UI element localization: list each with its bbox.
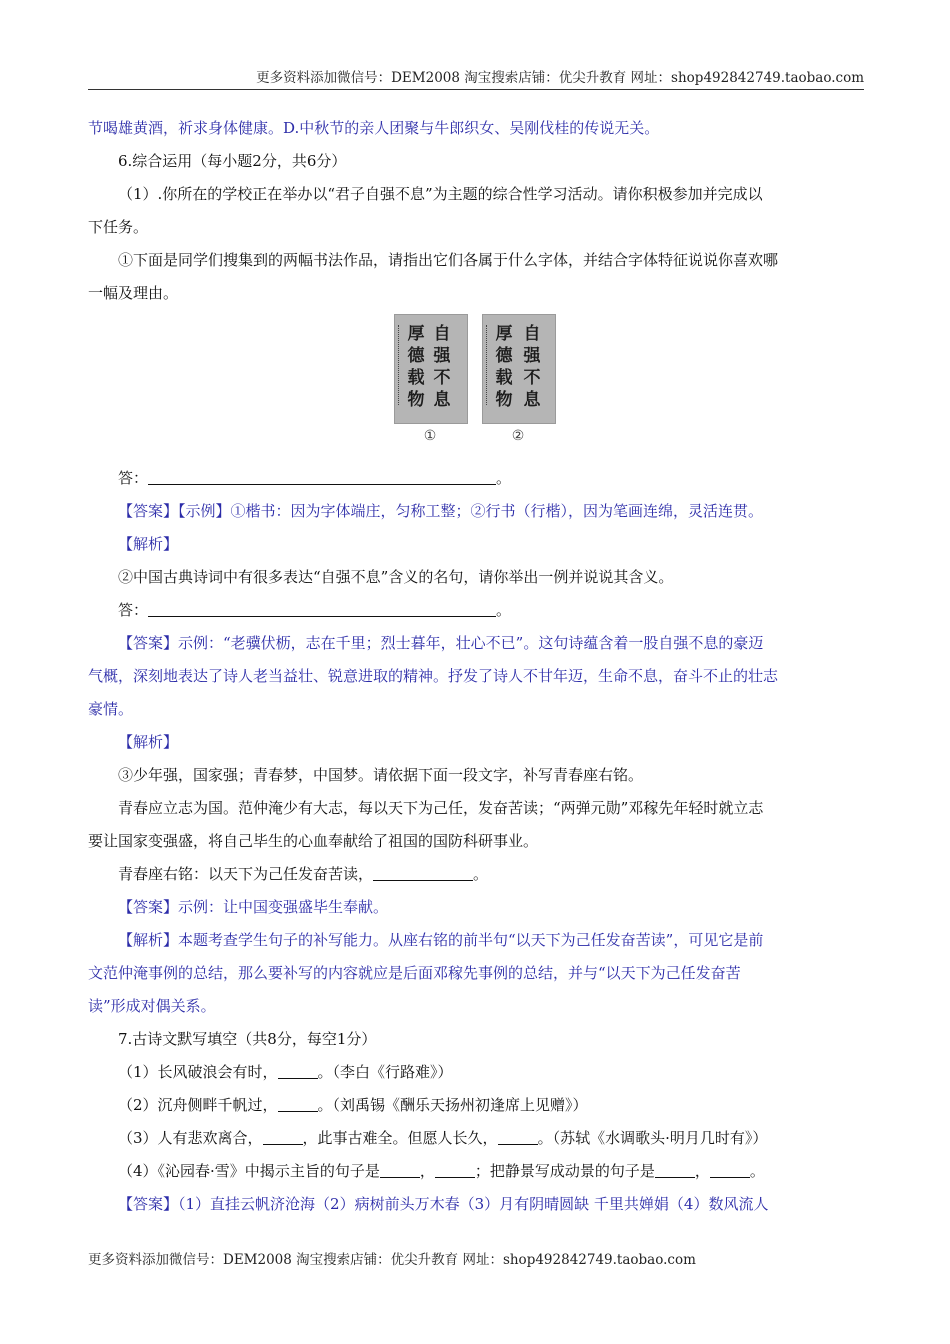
answer-7: 【答案】（1）直挂云帆济沧海（2）病树前头万木春（3）月有阴晴圆缺 千里共婵娟（4）数风流人 — [118, 1195, 769, 1213]
calligraphy-1-left-column: 厚 德 载 物 — [407, 324, 425, 410]
question-7-title: 7.古诗文默写填空（共8分，每空1分） — [118, 1030, 377, 1048]
calligraphy-figures — [88, 310, 864, 462]
document-body — [88, 112, 864, 1221]
q7-4-sep-1: ， — [419, 1162, 435, 1180]
page-header: 更多资料添加微信号：DEM2008 淘宝搜索店铺：优尖升教育 网址：shop492842749.taobao.com — [88, 66, 864, 90]
calligraphy-image-1 — [394, 314, 468, 424]
answer-2-cont: 气概，深刻地表达了诗人老当益壮、锐意进取的精神。抒发了诗人不甘年迈，生命不息，奋斗不止的壮志 — [88, 667, 779, 685]
period: 。 — [496, 469, 512, 487]
answer-2: 【答案】示例：“老骥伏枥，志在千里；烈士暮年，壮心不已”。这句诗蕴含着一股自强不息的豪迈 — [118, 634, 764, 652]
task-1-text-cont: 一幅及理由。 — [88, 284, 179, 302]
q7-4-prefix: （4）《沁园春·雪》中揭示主旨的句子是 — [118, 1162, 380, 1180]
calligraphy-1-right-column: 自 强 不 息 — [433, 324, 451, 410]
q7-3-suffix: 。（苏轼《水调歌头·明月几时有》） — [537, 1129, 768, 1147]
q7-1-prefix: （1）长风破浪会有时， — [118, 1063, 278, 1081]
q7-4-end: 。 — [749, 1162, 765, 1180]
q7-3-blank-2[interactable] — [498, 1128, 538, 1145]
motto-text: 青春座右铭：以天下为己任发奋苦读， — [118, 865, 374, 883]
passage-text: 青春应立志为国。范仲淹少有大志，每以天下为己任，发奋苦读；“两弹元勋”邓稼先年轻时就立志 — [118, 799, 764, 817]
calligraphy-2-left-column: 厚 德 载 物 — [495, 324, 513, 410]
q7-4-middle: ；把静景写成动景的句子是 — [474, 1162, 655, 1180]
q7-2-suffix: 。（刘禹锡《酬乐天扬州初逢席上见赠》） — [317, 1096, 588, 1114]
q7-3-middle: ，此事古难全。但愿人长久， — [302, 1129, 498, 1147]
motto-line — [88, 858, 864, 891]
answer-blank-1[interactable] — [148, 468, 496, 485]
question-7-3 — [88, 1122, 864, 1155]
q7-1-suffix: 。（李白《行路难》） — [317, 1063, 453, 1081]
q7-2-prefix: （2）沉舟侧畔千帆过， — [118, 1096, 278, 1114]
answer-line-1 — [88, 462, 864, 495]
answer-2-end: 豪情。 — [88, 700, 134, 718]
motto-blank[interactable] — [373, 864, 473, 881]
period: 。 — [496, 601, 512, 619]
question-7-4 — [88, 1155, 864, 1188]
question-6-1-text: （1）.你所在的学校正在举办以“君子自强不息”为主题的综合性学习活动。请你积极参加并完成以 — [118, 185, 763, 203]
analysis-3: 【解析】本题考查学生句子的补写能力。从座右铭的前半句“以天下为己任发奋苦读”，可见它是前 — [118, 931, 764, 949]
q7-4-blank-2[interactable] — [435, 1161, 475, 1178]
analysis-3-cont: 文范仲淹事例的总结，那么要补写的内容就应是后面邓稼先事例的总结，并与“以天下为己任发奋苦 — [88, 964, 741, 982]
q7-4-sep-2: ， — [694, 1162, 710, 1180]
calligraphy-label-1: ① — [423, 428, 437, 444]
answer-blank-2[interactable] — [148, 600, 496, 617]
analysis-3-end: 读”形成对偶关系。 — [88, 997, 216, 1015]
task-1-text: ①下面是同学们搜集到的两幅书法作品，请指出它们各属于什么字体，并结合字体特征说说你喜欢哪 — [118, 251, 779, 269]
q7-4-blank-4[interactable] — [710, 1161, 750, 1178]
answer-continuation: 节喝雄黄酒，祈求身体健康。D.中秋节的亲人团聚与牛郎织女、吴刚伐桂的传说无关。 — [88, 119, 660, 137]
calligraphy-label-2: ② — [511, 428, 525, 444]
answer-3: 【答案】示例：让中国变强盛毕生奉献。 — [118, 898, 389, 916]
question-7-1 — [88, 1056, 864, 1089]
answer-label: 答： — [118, 469, 149, 487]
q7-4-blank-1[interactable] — [380, 1161, 420, 1178]
q7-3-blank-1[interactable] — [263, 1128, 303, 1145]
q7-2-blank[interactable] — [278, 1095, 318, 1112]
answer-line-2 — [88, 594, 864, 627]
analysis-label-2: 【解析】 — [118, 733, 179, 751]
task-3-text: ③少年强，国家强；青春梦，中国梦。请依据下面一段文字，补写青春座右铭。 — [118, 766, 644, 784]
task-2-text: ②中国古典诗词中有很多表达“自强不息”含义的名句，请你举出一例并说说其含义。 — [118, 568, 674, 586]
period: 。 — [473, 865, 489, 883]
answer-1: 【答案】【示例】①楷书：因为字体端庄，匀称工整；②行书（行楷），因为笔画连绵，灵活连贯。 — [118, 502, 764, 520]
q7-3-prefix: （3）人有悲欢离合， — [118, 1129, 263, 1147]
question-7-2 — [88, 1089, 864, 1122]
passage-text-cont: 要让国家变强盛，将自己毕生的心血奉献给了祖国的国防科研事业。 — [88, 832, 539, 850]
q7-1-blank[interactable] — [278, 1062, 318, 1079]
q7-4-blank-3[interactable] — [655, 1161, 695, 1178]
calligraphy-image-2 — [482, 314, 556, 424]
calligraphy-2-right-column: 自 强 不 息 — [523, 324, 541, 410]
answer-label: 答： — [118, 601, 149, 619]
question-6-1-text-cont: 下任务。 — [88, 218, 149, 236]
analysis-label-1: 【解析】 — [118, 535, 179, 553]
question-6-title: 6.综合运用（每小题2分，共6分） — [118, 152, 347, 170]
page-footer: 更多资料添加微信号：DEM2008 淘宝搜索店铺：优尖升教育 网址：shop492842749.taobao.com — [88, 1252, 696, 1268]
